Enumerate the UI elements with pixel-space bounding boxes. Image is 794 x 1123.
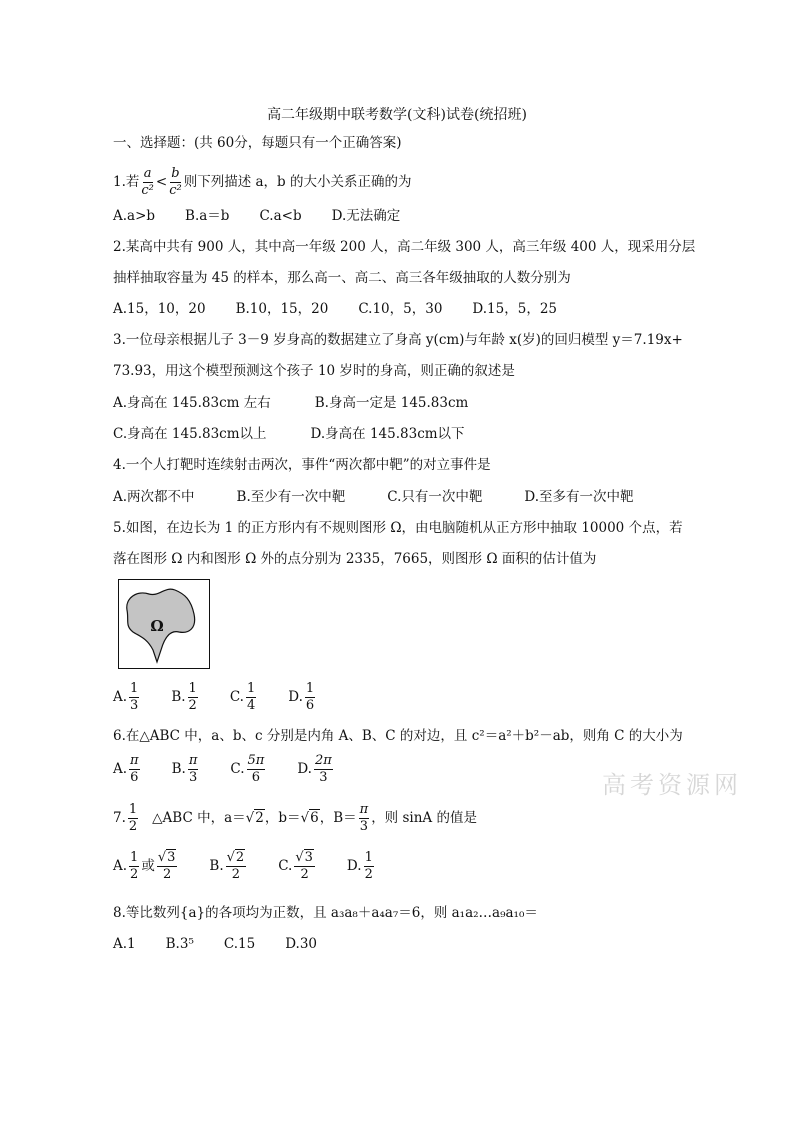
q4-line-1: 4.一个人打靶时连续射击两次，事件“两次都中靶”的对立事件是 [113,457,491,473]
q6-option-c: C. $\frac{5\pi}{6}$ [230,753,265,785]
exam-title: 高二年级期中联考数学(文科)试卷(统招班) [267,107,527,123]
q8-option-b: B.3⁵ [165,936,194,952]
q1-options [113,207,430,225]
q5-option-b: B. $\frac{1}{2}$ [171,681,197,713]
q8-option-d: D.30 [285,936,317,952]
section-heading: 一、选择题：(共 60分，每题只有一个正确答案) [113,135,402,151]
q1-op: < [155,174,168,190]
q3-line-2: 73.93，用这个模型预测这个孩子 10 岁时的身高，则正确的叙述是 [113,363,515,379]
q2-line-2: 抽样抽取容量为 45 的样本，那么高一、高二、高三各年级抽取的人数分别为 [113,270,571,286]
q5-figure-square [118,579,210,669]
q1-option-d: D.无法确定 [331,208,401,224]
q2-option-a: A.15，10，20 [113,301,206,317]
q6-option-a: A. $\frac{\pi}{6}$ [113,753,139,785]
omega-shape [119,580,208,667]
q7-option-b: B. $\frac{√2}{2}$ [209,850,245,882]
q3-options-row-1 [113,394,498,412]
q4-option-b: B.至少有一次中靶 [236,489,346,505]
q2-option-b: B.10，15，20 [235,301,329,317]
q5-options [113,681,347,714]
q3-option-b: B.身高一定是 145.83cm [314,395,469,411]
q4-option-a: A.两次都不中 [113,489,195,505]
q1-suffix: 则下列描述 a，b 的大小关系正确的为 [183,174,412,190]
q3-option-d: D.身高在 145.83cm以下 [310,426,465,442]
q8-options [113,935,347,953]
q5-option-a: A. $\frac{1}{3}$ [113,681,139,713]
q7-option-d: D. $\frac{1}{2}$ [346,850,373,882]
q6-line-1: 6.在△ABC 中，a、b、c 分别是内角 A、B、C 的对边，且 c²＝a²＋b²－ab，则角 C 的大小为 [113,728,683,744]
q6-option-b: B. $\frac{\pi}{3}$ [171,753,198,785]
q3-option-c: C.身高在 145.83cm以上 [113,426,267,442]
q3-line-1: 3.一位母亲根据儿子 3－9 岁身高的数据建立了身高 y(cm)与年龄 x(岁)的回归模型 y＝7.19x+ [113,332,683,348]
q8-option-a: A.1 [113,936,136,952]
q1-option-c: C.a<b [259,208,302,224]
q1-prefix: 1.若 [113,174,140,190]
q5-line-2: 落在图形 Ω 内和图形 Ω 外的点分别为 2335，7665，则图形 Ω 面积的估计值为 [113,551,597,567]
q3-options-row-2 [113,425,495,443]
q1-option-b: B.a＝b [185,208,230,224]
q1-option-a: A.a>b [113,208,156,224]
q5-option-d: D. $\frac{1}{6}$ [288,681,315,713]
q5-line-1: 5.如图，在边长为 1 的正方形内有不规则图形 Ω，由电脑随机从正方形中抽取 10000 个点，若 [113,520,683,536]
omega-label: Ω [150,617,164,635]
watermark: 高考资源网 [602,771,742,799]
q4-option-c: C.只有一次中靶 [387,489,483,505]
q8-line-1: 8.等比数列{a}的各项均为正数，且 a₃a₈＋a₄a₇＝6，则 a₁a₂…a₉a₁₀＝ [113,905,538,921]
q2-line-1: 2.某高中共有 900 人，其中高一年级 200 人，高二年级 300 人，高三年级 400 人，现采用分层 [113,239,696,255]
q2-option-c: C.10，5，30 [358,301,443,317]
q5-option-c: C. $\frac{1}{4}$ [229,681,256,713]
q6-options [113,753,365,786]
q3-option-a: A.身高在 145.83cm 左右 [113,395,271,411]
q2-option-d: D.15，5，25 [472,301,558,317]
q4-option-d: D.至多有一次中靶 [524,489,634,505]
question-1 [113,166,411,199]
q6-option-d: D. $\frac{2\pi}{3}$ [297,753,332,785]
q7-option-c: C. $\frac{√3}{2}$ [278,850,313,882]
q1-rhs-fraction: $\frac{b}{\text{c²}}$ [169,166,182,198]
q4-options [113,488,664,506]
q8-option-c: C.15 [223,936,256,952]
q7-option-a: A. $\frac{1}{2}$ 或 $\frac{√3}{2}$ [113,850,176,882]
q1-lhs-fraction: $\frac{a}{\text{c²}}$ [141,166,154,198]
q2-options [113,300,587,318]
q7-options [113,850,406,883]
question-7: 7. $\frac{1}{2}$ △ABC 中，a＝√2，b＝√6，B＝ $\frac{\pi}{3}$ ，则 sinA 的值是 [113,802,477,834]
